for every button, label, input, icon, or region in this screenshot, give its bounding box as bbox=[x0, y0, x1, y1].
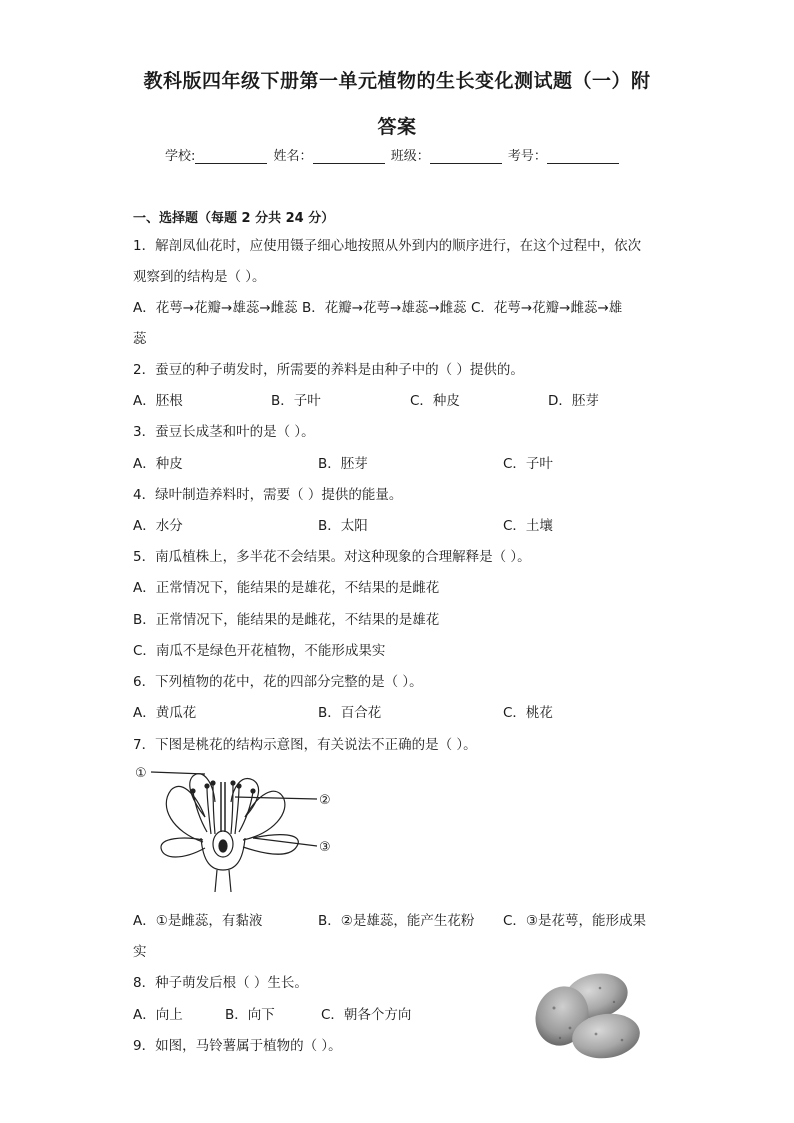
question-3-option-b[interactable]: B．胚芽 bbox=[318, 456, 368, 472]
question-7-option-c-wrap: 实 bbox=[133, 944, 147, 960]
name-label: 姓名： bbox=[273, 149, 313, 164]
question-8-option-b[interactable]: B．向下 bbox=[225, 1007, 275, 1023]
question-5-stem: 5．南瓜植株上，多半花不会结果。对这种现象的合理解释是（ ）。 bbox=[133, 549, 531, 565]
class-blank[interactable] bbox=[430, 149, 502, 164]
number-blank[interactable] bbox=[547, 149, 619, 164]
page-title: 教科版四年级下册第一单元植物的生长变化测试题（一）附 bbox=[143, 70, 651, 92]
question-4-option-a[interactable]: A．水分 bbox=[133, 518, 183, 534]
question-6-option-a[interactable]: A．黄瓜花 bbox=[133, 705, 197, 721]
question-4-option-c[interactable]: C．土壤 bbox=[503, 518, 553, 534]
number-label: 考号： bbox=[507, 149, 547, 164]
question-4-stem: 4．绿叶制造养料时，需要（ ）提供的能量。 bbox=[133, 487, 403, 503]
potato-drawing bbox=[530, 968, 642, 1060]
question-8-option-c[interactable]: C．朝各个方向 bbox=[321, 1007, 412, 1023]
question-2-option-b[interactable]: B．子叶 bbox=[271, 393, 321, 409]
question-7-stem: 7．下图是桃花的结构示意图，有关说法不正确的是（ ）。 bbox=[133, 737, 477, 753]
question-5-option-c[interactable]: C．南瓜不是绿色开花植物，不能形成果实 bbox=[133, 643, 386, 659]
question-9-stem: 9．如图，马铃薯属于植物的（ ）。 bbox=[133, 1038, 342, 1054]
question-2-stem: 2．蚕豆的种子萌发时，所需要的养料是由种子中的（ ）提供的。 bbox=[133, 362, 524, 378]
diagram-label-1: ① bbox=[135, 766, 147, 781]
diagram-label-2: ② bbox=[319, 793, 331, 808]
question-3-stem: 3．蚕豆长成茎和叶的是（ ）。 bbox=[133, 424, 315, 440]
question-3-option-a[interactable]: A．种皮 bbox=[133, 456, 183, 472]
diagram-label-3: ③ bbox=[319, 840, 331, 855]
question-8-option-a[interactable]: A．向上 bbox=[133, 1007, 183, 1023]
question-7-option-b[interactable]: B．②是雄蕊，能产生花粉 bbox=[318, 913, 475, 929]
question-5-option-a[interactable]: A．正常情况下，能结果的是雄花，不结果的是雌花 bbox=[133, 580, 440, 596]
question-4-option-b[interactable]: B．太阳 bbox=[318, 518, 368, 534]
question-7-option-c[interactable]: C．③是花萼，能形成果 bbox=[503, 913, 647, 929]
school-blank[interactable] bbox=[195, 149, 267, 164]
question-2-option-c[interactable]: C．种皮 bbox=[410, 393, 460, 409]
peach-flower-diagram bbox=[133, 762, 343, 894]
question-6-option-b[interactable]: B．百合花 bbox=[318, 705, 382, 721]
question-1-stem-continued: 观察到的结构是（ ）。 bbox=[133, 269, 266, 285]
question-6-stem: 6．下列植物的花中，花的四部分完整的是（ ）。 bbox=[133, 674, 423, 690]
section-heading: 一、选择题（每题 2 分共 24 分） bbox=[133, 211, 335, 226]
question-8-stem: 8．种子萌发后根（ ）生长。 bbox=[133, 975, 308, 991]
question-2-option-a[interactable]: A．胚根 bbox=[133, 393, 183, 409]
question-5-option-b[interactable]: B．正常情况下，能结果的是雌花，不结果的是雄花 bbox=[133, 612, 440, 628]
question-1-options: A．花萼→花瓣→雄蕊→雌蕊 B．花瓣→花萼→雄蕊→雌蕊 C．花萼→花瓣→雌蕊→雄 bbox=[133, 300, 623, 316]
question-6-option-c[interactable]: C．桃花 bbox=[503, 705, 553, 721]
name-blank[interactable] bbox=[313, 149, 385, 164]
class-label: 班级： bbox=[390, 149, 430, 164]
peach-flower-drawing bbox=[133, 762, 343, 894]
question-2-option-d[interactable]: D．胚芽 bbox=[548, 393, 599, 409]
question-7-option-a[interactable]: A．①是雌蕊，有黏液 bbox=[133, 913, 263, 929]
page-title-continued: 答案 bbox=[377, 116, 417, 138]
question-1-options-wrap: 蕊 bbox=[133, 331, 147, 347]
potato-image bbox=[530, 968, 642, 1060]
student-info-row bbox=[165, 145, 621, 164]
question-3-option-c[interactable]: C．子叶 bbox=[503, 456, 553, 472]
question-1-stem: 1．解剖凤仙花时，应使用镊子细心地按照从外到内的顺序进行，在这个过程中，依次 bbox=[133, 238, 642, 254]
school-label: 学校: bbox=[165, 149, 196, 164]
